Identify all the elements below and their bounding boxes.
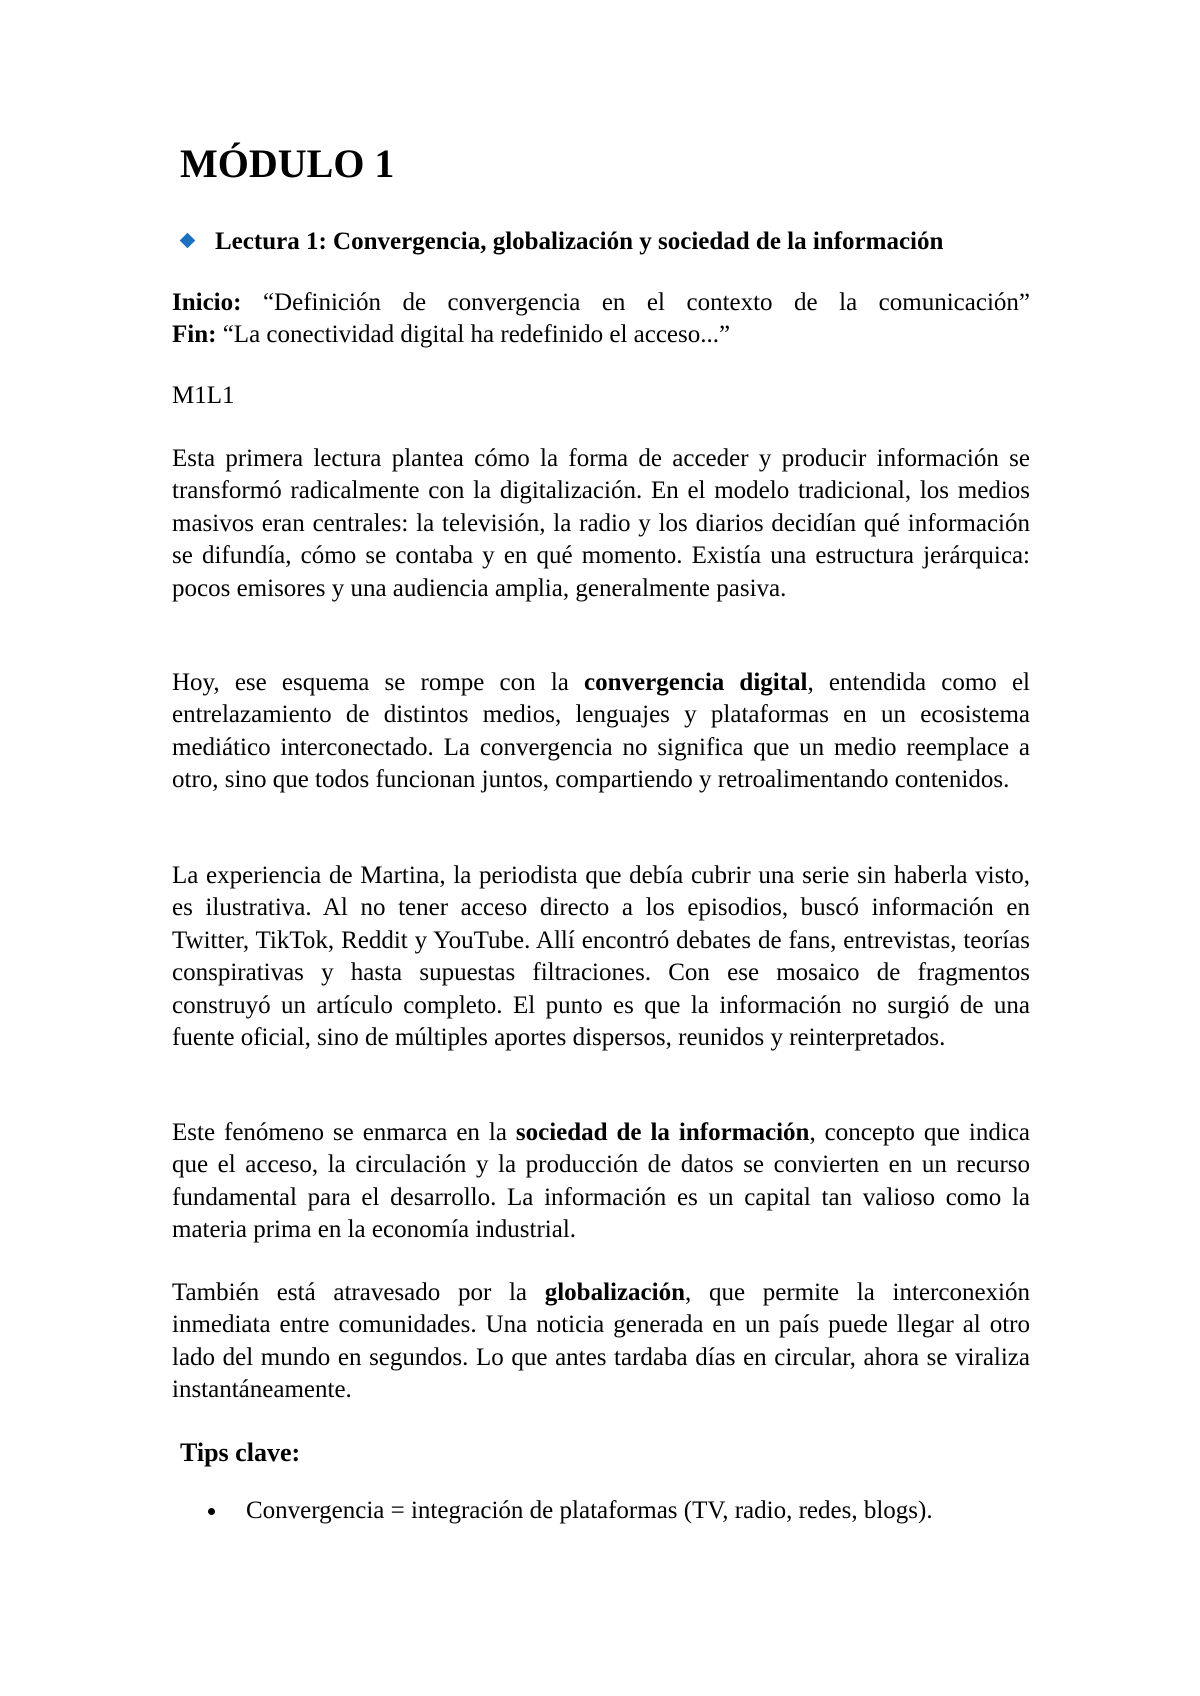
paragraph-information-society <box>172 1117 1030 1247</box>
tips-list <box>208 1495 933 1527</box>
paragraph-text: , entendida como el entrelazamiento de distintos medios, lenguajes y plataformas en un ecosistema mediático interconectado. La convergencia no significa que un medio reemplace a otro, sino que todos funcionan juntos, compartiendo y retroalimentando contenidos. <box>172 669 1030 794</box>
paragraph-text: , que permite la interconexión inmediata entre comunidades. Una noticia generada en un país puede llegar al otro lado del mundo en segundos. Lo que antes tardaba días en circular, ahora se viraliza instantáneamente. <box>172 1279 1030 1404</box>
reading-range <box>172 287 1030 351</box>
keyword-globalization: globalización <box>544 1279 686 1306</box>
keyword-convergence: convergencia digital <box>584 669 808 696</box>
range-end-text: “La conectividad digital ha redefinido el acceso...” <box>222 321 731 348</box>
tip-text: Convergencia = integración de plataformas (TV, radio, redes, blogs). <box>246 1497 933 1524</box>
paragraph-text: También está atravesado por la <box>172 1279 545 1306</box>
module-title: MÓDULO 1 <box>180 141 395 186</box>
bullet-icon <box>208 1508 215 1515</box>
diamond-bullet-icon <box>180 233 196 249</box>
tips-title: Tips clave: <box>180 1438 301 1467</box>
paragraph-example: La experiencia de Martina, la periodista que debía cubrir una serie sin haberla visto, es ilustrativa. Al no tener acceso directo a los episodios, buscó información en Twitter, TikTok, Reddit y YouTube. Allí encontró debates de fans, entrevistas, teorías conspirativas y hasta supuestas filtraciones. Con ese mosaico de fragmentos construyó un artículo completo. El punto es que la información no surgió de una fuente oficial, sino de múltiples aportes dispersos, reunidos y reinterpretados. <box>172 862 1030 1052</box>
range-start-label: Inicio: <box>172 289 242 316</box>
paragraph-text: Este fenómeno se enmarca en la <box>172 1119 516 1146</box>
range-end <box>172 319 1030 351</box>
paragraph-globalization <box>172 1277 1030 1407</box>
paragraph-text: Hoy, ese esquema se rompe con la <box>172 669 585 696</box>
lecture-title: Lectura 1: Convergencia, globalización y sociedad de la información <box>215 228 944 255</box>
paragraph-convergence <box>172 667 1030 797</box>
keyword-information-society: sociedad de la información <box>515 1119 810 1146</box>
range-start-text: “Definición de convergencia en el contexto de la comunicación” <box>262 289 1030 316</box>
tip-item <box>208 1495 933 1527</box>
lecture-heading <box>182 226 943 258</box>
paragraph-intro: Esta primera lectura plantea cómo la forma de acceder y producir información se transformó radicalmente con la digitalización. En el modelo tradicional, los medios masivos eran centrales: la televisión, la radio y los diarios decidían qué información se difundía, cómo se contaba y en qué momento. Existía una estructura jerárquica: pocos emisores y una audiencia amplia, generalmente pasiva. <box>172 445 1030 602</box>
range-start <box>172 287 1030 319</box>
range-end-label: Fin: <box>172 321 217 348</box>
reading-code: M1L1 <box>172 382 235 409</box>
paragraph-text: , concepto que indica que el acceso, la circulación y la producción de datos se convierten en un recurso fundamental para el desarrollo. La información es un capital tan valioso como la materia prima en la economía industrial. <box>172 1119 1030 1244</box>
